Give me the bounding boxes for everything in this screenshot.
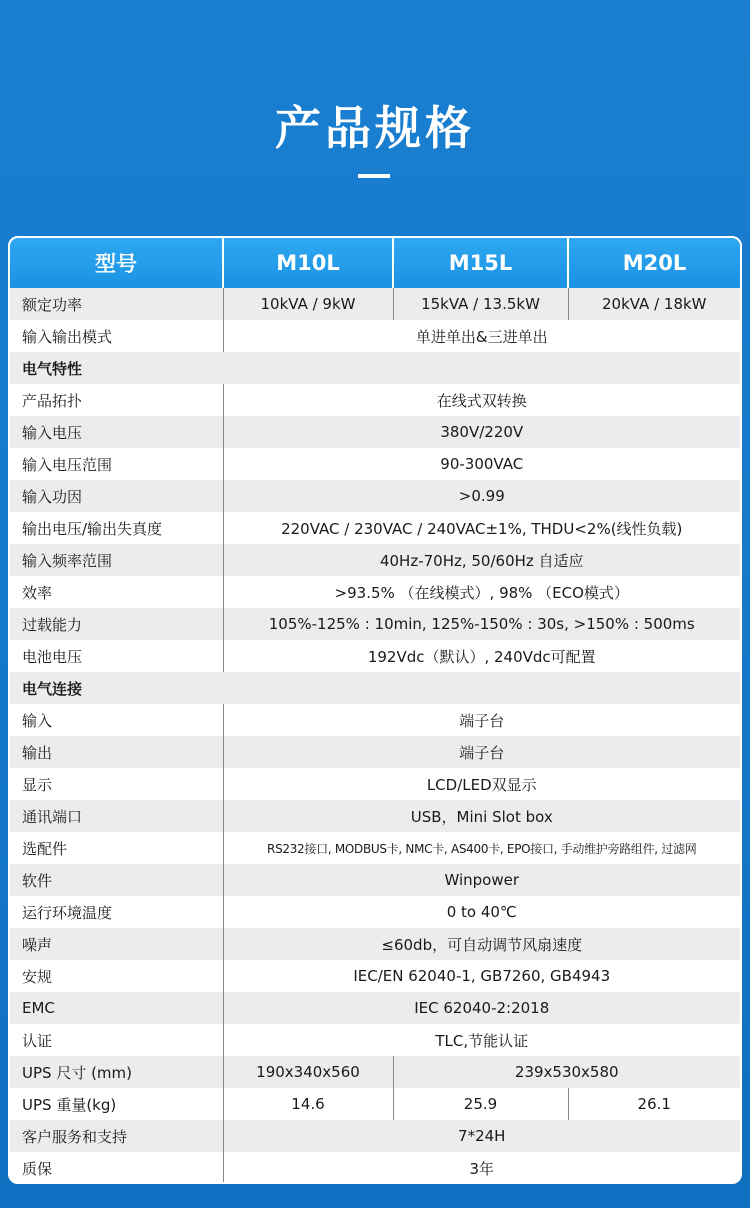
row-cell: 10kVA / 9kW [223,288,393,320]
table-row [10,320,740,352]
row-cell: 239x530x580 [393,1056,740,1088]
row-label: 输入电压 [10,416,223,448]
row-cell: 15kVA / 13.5kW [393,288,568,320]
row-value: >0.99 [223,480,740,512]
section-title: 电气连接 [10,672,740,704]
table-body [10,288,740,1184]
row-label: 过载能力 [10,608,223,640]
table-row [10,1120,740,1152]
row-value: 7*24H [223,1120,740,1152]
row-label: 显示 [10,768,223,800]
title-underline [358,174,390,178]
row-label: 输入功因 [10,480,223,512]
row-label: 噪声 [10,928,223,960]
page-title: 产品规格 [275,101,475,155]
row-cell: 14.6 [223,1088,393,1120]
row-value: 单进单出&三进单出 [223,320,740,352]
table-row [10,1024,740,1056]
row-value: 90-300VAC [223,448,740,480]
row-value: 380V/220V [223,416,740,448]
row-value: 192Vdc（默认）, 240Vdc可配置 [223,640,740,672]
row-label: 输入电压范围 [10,448,223,480]
table-row [10,640,740,672]
row-label: 输入输出模式 [10,320,223,352]
header-m15l: M15L [393,238,568,288]
table-row [10,576,740,608]
row-label: 质保 [10,1152,223,1184]
row-label: 输入频率范围 [10,544,223,576]
row-value: 220VAC / 230VAC / 240VAC±1%, THDU<2%(线性负载) [223,512,740,544]
table-row [10,864,740,896]
row-value: 端子台 [223,704,740,736]
table-row [10,704,740,736]
table-row [10,928,740,960]
table-row [10,384,740,416]
row-value: 端子台 [223,736,740,768]
table-row [10,416,740,448]
table-row [10,448,740,480]
row-value: Winpower [223,864,740,896]
header-m10l: M10L [223,238,393,288]
row-cell: 20kVA / 18kW [568,288,740,320]
row-value: ≤60db，可自动调节风扇速度 [223,928,740,960]
row-label: 客户服务和支持 [10,1120,223,1152]
row-label: UPS 重量(kg) [10,1088,223,1120]
row-cell: 190x340x560 [223,1056,393,1088]
row-label: 输入 [10,704,223,736]
table-row [10,1152,740,1184]
row-value: 0 to 40℃ [223,896,740,928]
row-value: 3年 [223,1152,740,1184]
row-label: 软件 [10,864,223,896]
table-row [10,544,740,576]
row-label: 输出电压/输出失真度 [10,512,223,544]
row-value: RS232接口, MODBUS卡, NMC卡, AS400卡, EPO接口, 手动维护旁路组件, 过滤网 [223,832,740,864]
row-value: IEC/EN 62040-1, GB7260, GB4943 [223,960,740,992]
row-value: LCD/LED双显示 [223,768,740,800]
table-row [10,960,740,992]
table-row [10,1056,740,1088]
row-value: TLC,节能认证 [223,1024,740,1056]
row-label: 电池电压 [10,640,223,672]
table-row [10,768,740,800]
section-title: 电气特性 [10,352,740,384]
row-label: EMC [10,992,223,1024]
table-header-row [10,238,740,288]
table-row [10,832,740,864]
table-row [10,1088,740,1120]
table-row [10,896,740,928]
table-row [10,480,740,512]
section-row [10,352,740,384]
row-label: 额定功率 [10,288,223,320]
page-header [0,0,750,236]
table-row [10,736,740,768]
header-m20l: M20L [568,238,740,288]
row-cell: 25.9 [393,1088,568,1120]
spec-table [8,236,742,1184]
row-value: 40Hz-70Hz, 50/60Hz 自适应 [223,544,740,576]
table-row [10,608,740,640]
row-label: 输出 [10,736,223,768]
row-value: >93.5% （在线模式）, 98% （ECO模式） [223,576,740,608]
row-value: 105%-125% : 10min, 125%-150% : 30s, >150% : 500ms [223,608,740,640]
row-value: 在线式双转换 [223,384,740,416]
row-label: UPS 尺寸 (mm) [10,1056,223,1088]
row-value: IEC 62040-2:2018 [223,992,740,1024]
table-row [10,512,740,544]
header-model: 型号 [10,238,223,288]
row-value: USB，Mini Slot box [223,800,740,832]
row-label: 认证 [10,1024,223,1056]
row-label: 产品拓扑 [10,384,223,416]
row-label: 运行环境温度 [10,896,223,928]
row-label: 选配件 [10,832,223,864]
section-row [10,672,740,704]
row-cell: 26.1 [568,1088,740,1120]
row-label: 效率 [10,576,223,608]
table-row [10,800,740,832]
row-label: 通讯端口 [10,800,223,832]
row-label: 安规 [10,960,223,992]
table-row [10,288,740,320]
table-row [10,992,740,1024]
